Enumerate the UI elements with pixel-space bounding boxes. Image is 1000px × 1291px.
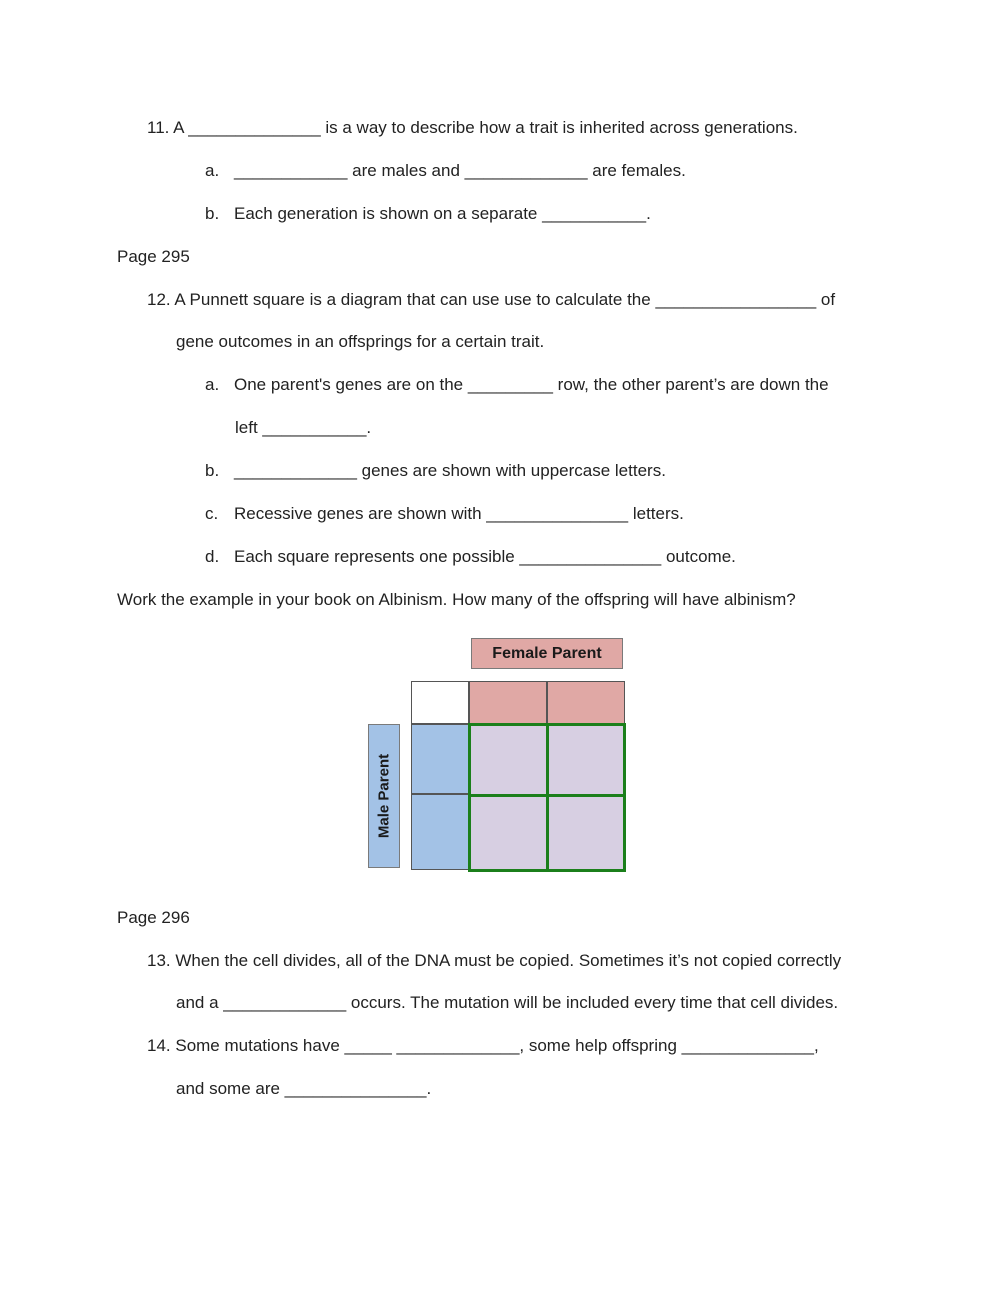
offspring-grid [468, 723, 626, 872]
question-12-line-1: 12. A Punnett square is a diagram that can use use to calculate the _________________ of [147, 290, 836, 309]
item-text: Each square represents one possible _______________ outcome. [234, 547, 736, 566]
question-12c [205, 504, 684, 524]
male-allele-cell-2 [411, 794, 469, 870]
item-marker: d. [205, 547, 220, 566]
question-13-line-2: and a _____________ occurs. The mutation will be included every time that cell divides. [176, 993, 839, 1012]
question-14-line-1: 14. Some mutations have _____ _____________, some help offspring ______________, [147, 1036, 819, 1055]
grid-vertical-divider [546, 726, 549, 869]
albinism-prompt: Work the example in your book on Albinism. How many of the offspring will have albinism? [117, 590, 796, 609]
item-text: Recessive genes are shown with _______________ letters. [234, 504, 684, 523]
male-parent-label [368, 724, 400, 868]
item-marker: b. [205, 204, 220, 223]
question-12d [205, 547, 736, 567]
corner-cell [411, 681, 469, 724]
page-reference-295: Page 295 [117, 247, 190, 266]
question-11a [205, 161, 686, 181]
female-parent-text: Female Parent [492, 644, 602, 662]
question-11: 11. A ______________ is a way to describe how a trait is inherited across generations. [147, 118, 798, 137]
item-text: One parent's genes are on the _________ row, the other parent’s are down the [234, 375, 829, 394]
item-text: Each generation is shown on a separate ___________. [234, 204, 651, 223]
item-marker: b. [205, 461, 220, 480]
question-13-line-1: 13. When the cell divides, all of the DNA must be copied. Sometimes it’s not copied correctly [147, 951, 842, 970]
page-reference-296: Page 296 [117, 908, 190, 927]
item-marker: a. [205, 375, 220, 394]
item-marker: a. [205, 161, 220, 180]
question-11b [205, 204, 651, 224]
question-12a [205, 375, 829, 395]
female-allele-cell-2 [547, 681, 625, 724]
question-12b [205, 461, 666, 481]
male-allele-cell-1 [411, 724, 469, 794]
item-marker: c. [205, 504, 219, 523]
question-12-line-2: gene outcomes in an offsprings for a certain trait. [176, 332, 545, 351]
item-text: ____________ are males and _____________ are females. [234, 161, 686, 180]
item-text: _____________ genes are shown with uppercase letters. [234, 461, 666, 480]
female-allele-cell-1 [469, 681, 547, 724]
question-14-line-2: and some are _______________. [176, 1079, 432, 1098]
female-parent-label [471, 638, 623, 669]
question-12a-line-2: left ___________. [235, 418, 372, 437]
male-parent-text: Male Parent [375, 753, 393, 839]
grid-horizontal-divider [471, 794, 623, 797]
